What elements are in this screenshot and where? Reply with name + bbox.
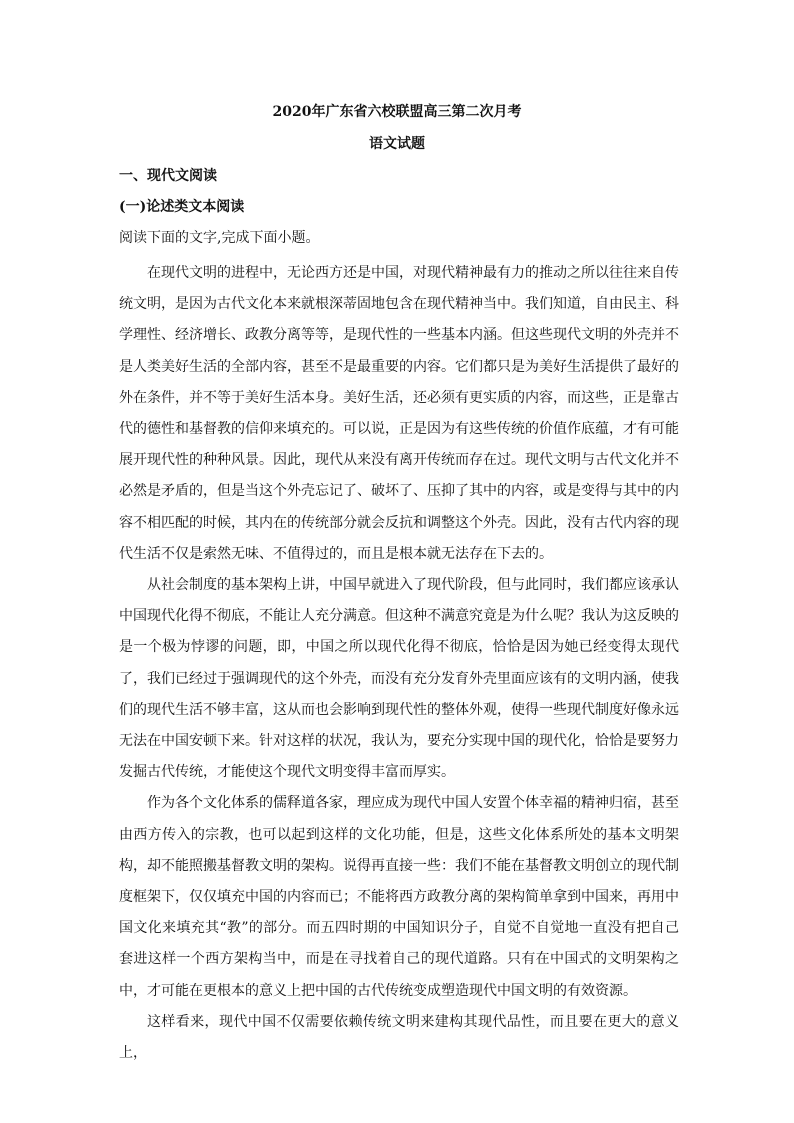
exam-title: 2020年广东省六校联盟高三第二次月考 (272, 104, 522, 120)
section-heading: 一、现代文阅读 (119, 168, 217, 184)
article-body (119, 258, 679, 1069)
subsection-heading: (一)论述类文本阅读 (119, 199, 245, 215)
article-paragraph-2: 从社会制度的基本架构上讲，中国早就进入了现代阶段，但与此同时，我们都应该承认中国现代化得不彻底，不能让人充分满意。但这种不满意究竟是为什么呢？我认为这反映的是一个极为悖谬的问题，即，中国之所以现代化得不彻底，恰恰是因为她已经变得太现代了，我们已经过于强调现代的这个外壳，而没有充分发育外壳里面应该有的文明内涵，使我们的现代生活不够丰富，这从而也会影响到现代性的整体外观，使得一些现代制度好像永远无法在中国安顿下来。针对这样的状况，我认为，要充分实现中国的现代化，恰恰是要努力发掘古代传统，才能使这个现代文明变得丰富而厚实。 (119, 577, 679, 781)
exam-subtitle: 语文试题 (369, 136, 425, 152)
article-paragraph-3: 作为各个文化体系的儒释道各家，理应成为现代中国人安置个体幸福的精神归宿，甚至由西方传入的宗教，也可以起到这样的文化功能，但是，这些文化体系所处的基本文明架构，却不能照搬基督教文明的架构。说得再直接一些：我们不能在基督教文明创立的现代制度框架下，仅仅填充中国的内容而已；不能将西方政教分离的架构简单拿到中国来，再用中国文化来填充其“教”的部分。而五四时期的中国知识分子，自觉不自觉地一直没有把自己套进这样一个西方架构当中，而是在寻找着自己的现代道路。只有在中国式的文明架构之中，才可能在更根本的意义上把中国的古代传统变成塑造现代中国文明的有效资源。 (119, 795, 679, 999)
article-paragraph-4: 这样看来，现代中国不仅需要依赖传统文明来建构其现代品性，而且要在更大的意义上， (119, 1013, 679, 1062)
article-paragraph-1: 在现代文明的进程中，无论西方还是中国，对现代精神最有力的推动之所以往往来自传统文明，是因为古代文化本来就根深蒂固地包含在现代精神当中。我们知道，自由民主、科学理性、经济增长、政教分离等等，是现代性的一些基本内涵。但这些现代文明的外壳并不是人类美好生活的全部内容，甚至不是最重要的内容。它们都只是为美好生活提供了最好的外在条件，并不等于美好生活本身。美好生活，还必须有更实质的内容，而这些，正是靠古代的德性和基督教的信仰来填充的。可以说，正是因为有这些传统的价值作底蕴，才有可能展开现代性的种种风景。因此，现代从来没有离开传统而存在过。现代文明与古代文化并不必然是矛盾的，但是当这个外壳忘记了、破坏了、压抑了其中的内容，或是变得与其中的内容不相匹配的时候，其内在的传统部分就会反抗和调整这个外壳。因此，没有古代内容的现代生活不仅是索然无味、不值得过的，而且是根本就无法存在下去的。 (119, 265, 679, 562)
reading-instruction: 阅读下面的文字,完成下面小题。 (119, 230, 320, 246)
